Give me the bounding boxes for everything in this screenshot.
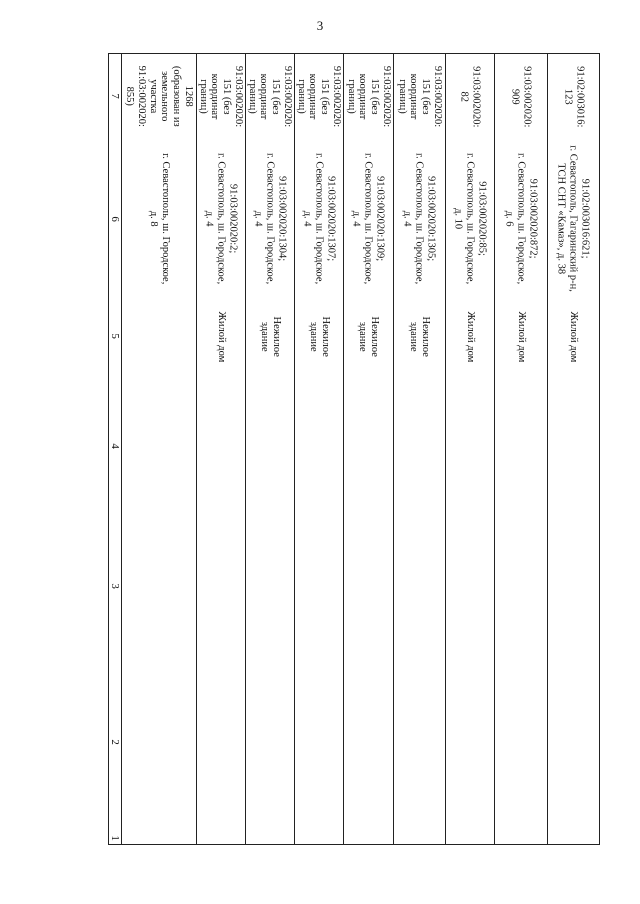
cell-address-text: 91:03:002020:1309; г. Севастополь, ш. Городское, д. 4 <box>351 153 386 285</box>
cell-type <box>393 299 445 374</box>
cell-number <box>196 54 245 139</box>
cell-type-text: Жилой дом <box>515 311 527 362</box>
cell-type <box>294 299 343 374</box>
cell-address <box>196 139 245 299</box>
header-cell <box>109 654 121 830</box>
cell-address-text: 91:03:002020:1307; г. Севастополь, ш. Городское, д. 4 <box>301 153 337 285</box>
header-label: 7 <box>109 93 121 100</box>
cell-address <box>547 139 599 299</box>
header-label: 1 <box>109 835 121 841</box>
cell-address <box>445 139 494 299</box>
header-cell <box>109 54 121 139</box>
header-cell <box>109 830 121 846</box>
cell-number <box>445 54 494 139</box>
cell-type-text: Нежилое здание <box>408 316 431 357</box>
cell-number <box>294 54 343 139</box>
cell-number-text: 91:03:002020: 151 (без координат границ) <box>295 65 342 128</box>
cell-address-text: 91:03:002020:872; г. Севастополь, ш. Городское, д. 6 <box>503 153 539 285</box>
cell-number-text: 91:03:002020: 909 <box>509 65 533 128</box>
cell-address-text: 91:03:002020:2; г. Севастополь, ш. Городское, д. 4 <box>203 153 239 285</box>
header-label: 2 <box>109 739 121 745</box>
cell-type-text: Нежилое здание <box>307 316 331 357</box>
cell-type-text: Жилой дом <box>464 311 476 362</box>
page-number: 3 <box>316 18 324 33</box>
cell-number <box>245 54 294 139</box>
cell-number <box>343 54 393 139</box>
cell-address <box>121 139 196 299</box>
cell-number-text: 91:03:002020: 151 (без координат границ) <box>396 65 443 128</box>
cell-address <box>343 139 393 299</box>
cell-number-text: 91:03:002020: 151 (без координат границ) <box>246 65 293 128</box>
header-label: 6 <box>109 216 121 222</box>
cell-type-text: Нежилое здание <box>357 316 380 357</box>
cell-type <box>343 299 393 374</box>
cell-type <box>494 299 547 374</box>
header-label: 4 <box>109 443 121 450</box>
cell-number-text: 91:03:002020: 82 <box>458 65 482 128</box>
cell-address <box>494 139 547 299</box>
cell-address-text: 91:02:003016:621; г. Севастополь, Гагаринский р-н, ТСН СНТ «Камаз», д. 38 <box>556 145 591 293</box>
cell-address-text: 91:03:002020:1304; г. Севастополь, ш. Городское, д. 4 <box>252 153 288 285</box>
cell-type-text: Жилой дом <box>567 311 579 362</box>
cell-address <box>294 139 343 299</box>
header-cell <box>109 299 121 374</box>
cell-type-text: Жилой дом <box>215 311 227 362</box>
cell-number <box>494 54 547 139</box>
cell-address-text: 91:03:002020:85; г. Севастополь, ш. Городское, д. 10 <box>452 153 488 285</box>
cell-number-text: 91:02:003016: 123 <box>562 65 585 128</box>
header-label: 5 <box>109 333 121 340</box>
cell-address <box>393 139 445 299</box>
cell-number-text: 1268 (образован из земельного участка 91:03:002020: 855) <box>124 65 194 128</box>
cell-address <box>245 139 294 299</box>
rotated-table <box>108 53 600 845</box>
cell-address-text: 91:03:002020:1305; г. Севастополь, ш. Городское, д. 4 <box>402 153 437 285</box>
cell-number <box>393 54 445 139</box>
cell-type <box>121 299 196 374</box>
cell-type <box>445 299 494 374</box>
header-cell <box>109 374 121 519</box>
header-cell <box>109 139 121 299</box>
header-label: 3 <box>109 583 121 590</box>
cell-address-text: г. Севастополь, ш. Городское, д. 8 <box>147 153 171 285</box>
header-cell <box>109 519 121 654</box>
cell-number <box>121 54 196 139</box>
cell-type <box>245 299 294 374</box>
cell-number <box>547 54 599 139</box>
cell-type-text: Нежилое здание <box>258 316 282 357</box>
cell-type <box>547 299 599 374</box>
cell-number-text: 91:03:002020: 151 (без координат границ) <box>345 65 392 128</box>
cell-type <box>196 299 245 374</box>
cell-number-text: 91:03:002020: 151 (без координат границ) <box>197 65 244 128</box>
